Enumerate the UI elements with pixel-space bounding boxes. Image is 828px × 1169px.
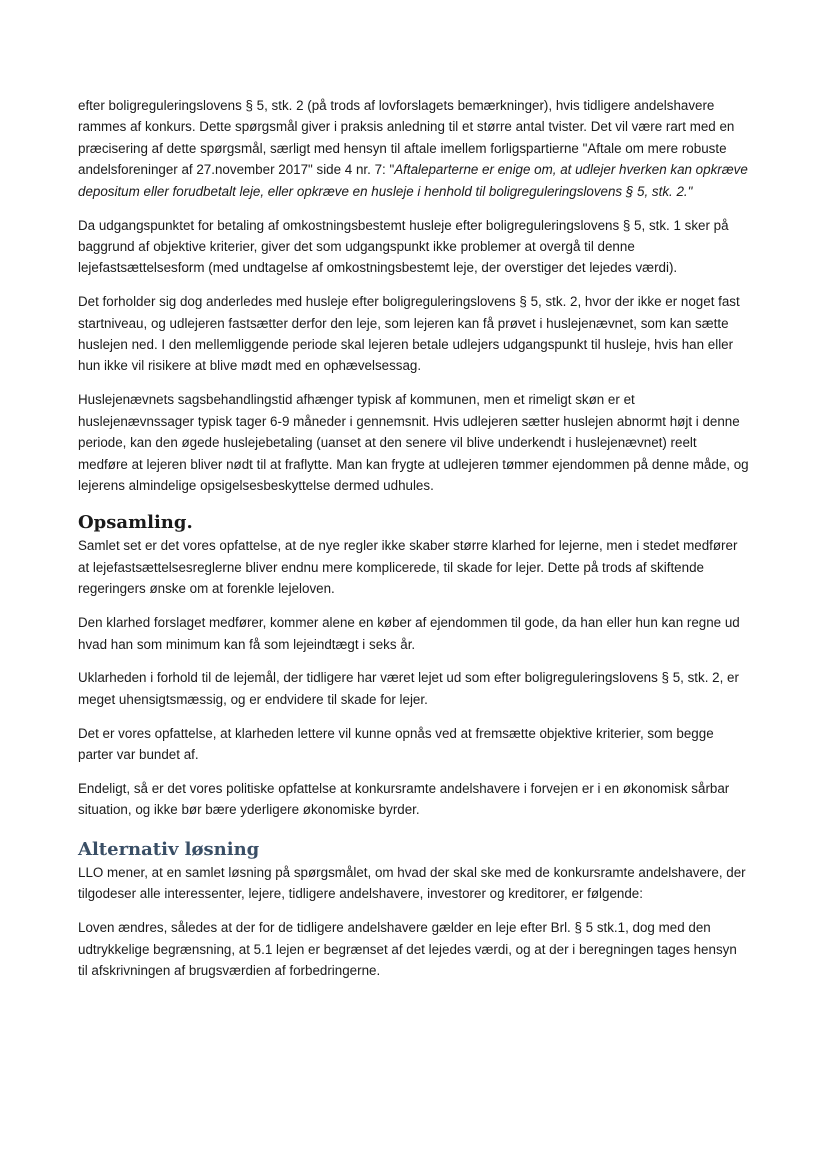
summary-paragraph-5: Endeligt, så er det vores politiske opfattelse at konkursramte andelshavere i forvejen er i en økonomisk sårbar situation, og ikke bør bære yderligere økonomiske byrder.: [78, 781, 730, 818]
paragraph-1-quote: Aftaleparterne er enige om, at udlejer hverken kan opkræve depositum eller forudbetalt leje, eller opkræve en husleje i henhold til boligreguleringslovens § 5, stk. 2.": [78, 162, 748, 199]
heading-summary: Opsamling.: [78, 512, 193, 534]
paragraph-4: Huslejenævnets sagsbehandlingstid afhænger typisk af kommunen, men et rimeligt skøn er et huslejenævnssager typisk tager 6-9 måneder i gennemsnit. Hvis udlejeren sætter huslejen abnormt højt i denne periode, kan den øgede huslejebetaling (uanset at den senere vil blive underkendt i huslejenævnet) reelt medføre at lejeren bliver nødt til at fraflytte. Man kan frygte at udlejeren tømmer ejendommen på denne måde, og lejerens almindelige opsigelsesbeskyttelse dermed udhules.: [78, 392, 749, 493]
summary-paragraph-4: Det er vores opfattelse, at klarheden lettere vil kunne opnås ved at fremsætte objektive kriterier, som begge parter var bundet af.: [78, 725, 714, 763]
paragraph-1: [78, 95, 750, 202]
paragraph-1-text: efter boligreguleringslovens § 5, stk. 2 (på trods af lovforslagets bemærkninger), hvis tidligere andelshavere rammes af konkurs. Dette spørgsmål giver i praksis anledning til et større antal tvister. Det vil være rart med en præcisering af dette spørgsmål, særligt med hensyn til aftale imellem forligspartierne "Aftale om mere robuste andelsforeninger af 27.november 2017" side 4 nr. 7: ": [78, 98, 735, 178]
summary-paragraph-2: Den klarhed forslaget medfører, kommer alene en køber af ejendommen til gode, da han eller hun kan regne ud hvad han som minimum kan få som lejeindtægt i seks år.: [78, 615, 740, 652]
paragraph-2: Da udgangspunktet for betaling af omkostningsbestemt husleje efter boligreguleringslovens § 5, stk. 1 sker på baggrund af objektive kriterier, giver det som udgangspunkt ikke problemer at overgå til denne lejefastsættelsesform (med undtagelse af omkostningsbestemt leje, der overstiger det lejedes værdi).: [78, 217, 729, 276]
summary-paragraph-3: Uklarheden i forhold til de lejemål, der tidligere har været lejet ud som efter boligreguleringslovens § 5, stk. 2, er meget uhensigtsmæssig, og er endvidere til skade for lejer.: [78, 670, 739, 707]
document-body: [78, 95, 750, 994]
paragraph-3: Det forholder sig dog anderledes med husleje efter boligreguleringslovens § 5, stk. 2, hvor der ikke er noget fast startniveau, og udlejeren fastsætter derfor den leje, som lejeren kan få prøvet i huslejenævnet, som kan sætte huslejen ned. I den mellemliggende periode skal lejeren betale udlejers udgangspunkt til husleje, hvis han eller hun ikke vil risikere at blive mødt med en ophævelsessag.: [78, 294, 740, 374]
alternative-paragraph-1: LLO mener, at en samlet løsning på spørgsmålet, om hvad der skal ske med de konkursramte andelshavere, der tilgodeser alle interessenter, lejere, tidligere andelshavere, investorer og kreditorer, er følgende:: [78, 864, 746, 902]
summary-paragraph-1: Samlet set er det vores opfattelse, at de nye regler ikke skaber større klarhed for lejerne, men i stedet medfører at lejefastsættelsesreglerne bliver endnu mere komplicerede, til skade for lejer. Dette på trods af skiftende regeringers ønske om at forenkle lejeloven.: [78, 538, 738, 597]
heading-alternative: Alternativ løsning: [78, 838, 260, 860]
alternative-paragraph-2: Loven ændres, således at der for de tidligere andelshavere gælder en leje efter Brl. § 5 stk.1, dog med den udtrykkelige begrænsning, at 5.1 lejen er begrænset af det lejedes værdi, og at der i beregningen tages hensyn til afskrivningen af brugsværdien af forbedringerne.: [78, 920, 737, 978]
